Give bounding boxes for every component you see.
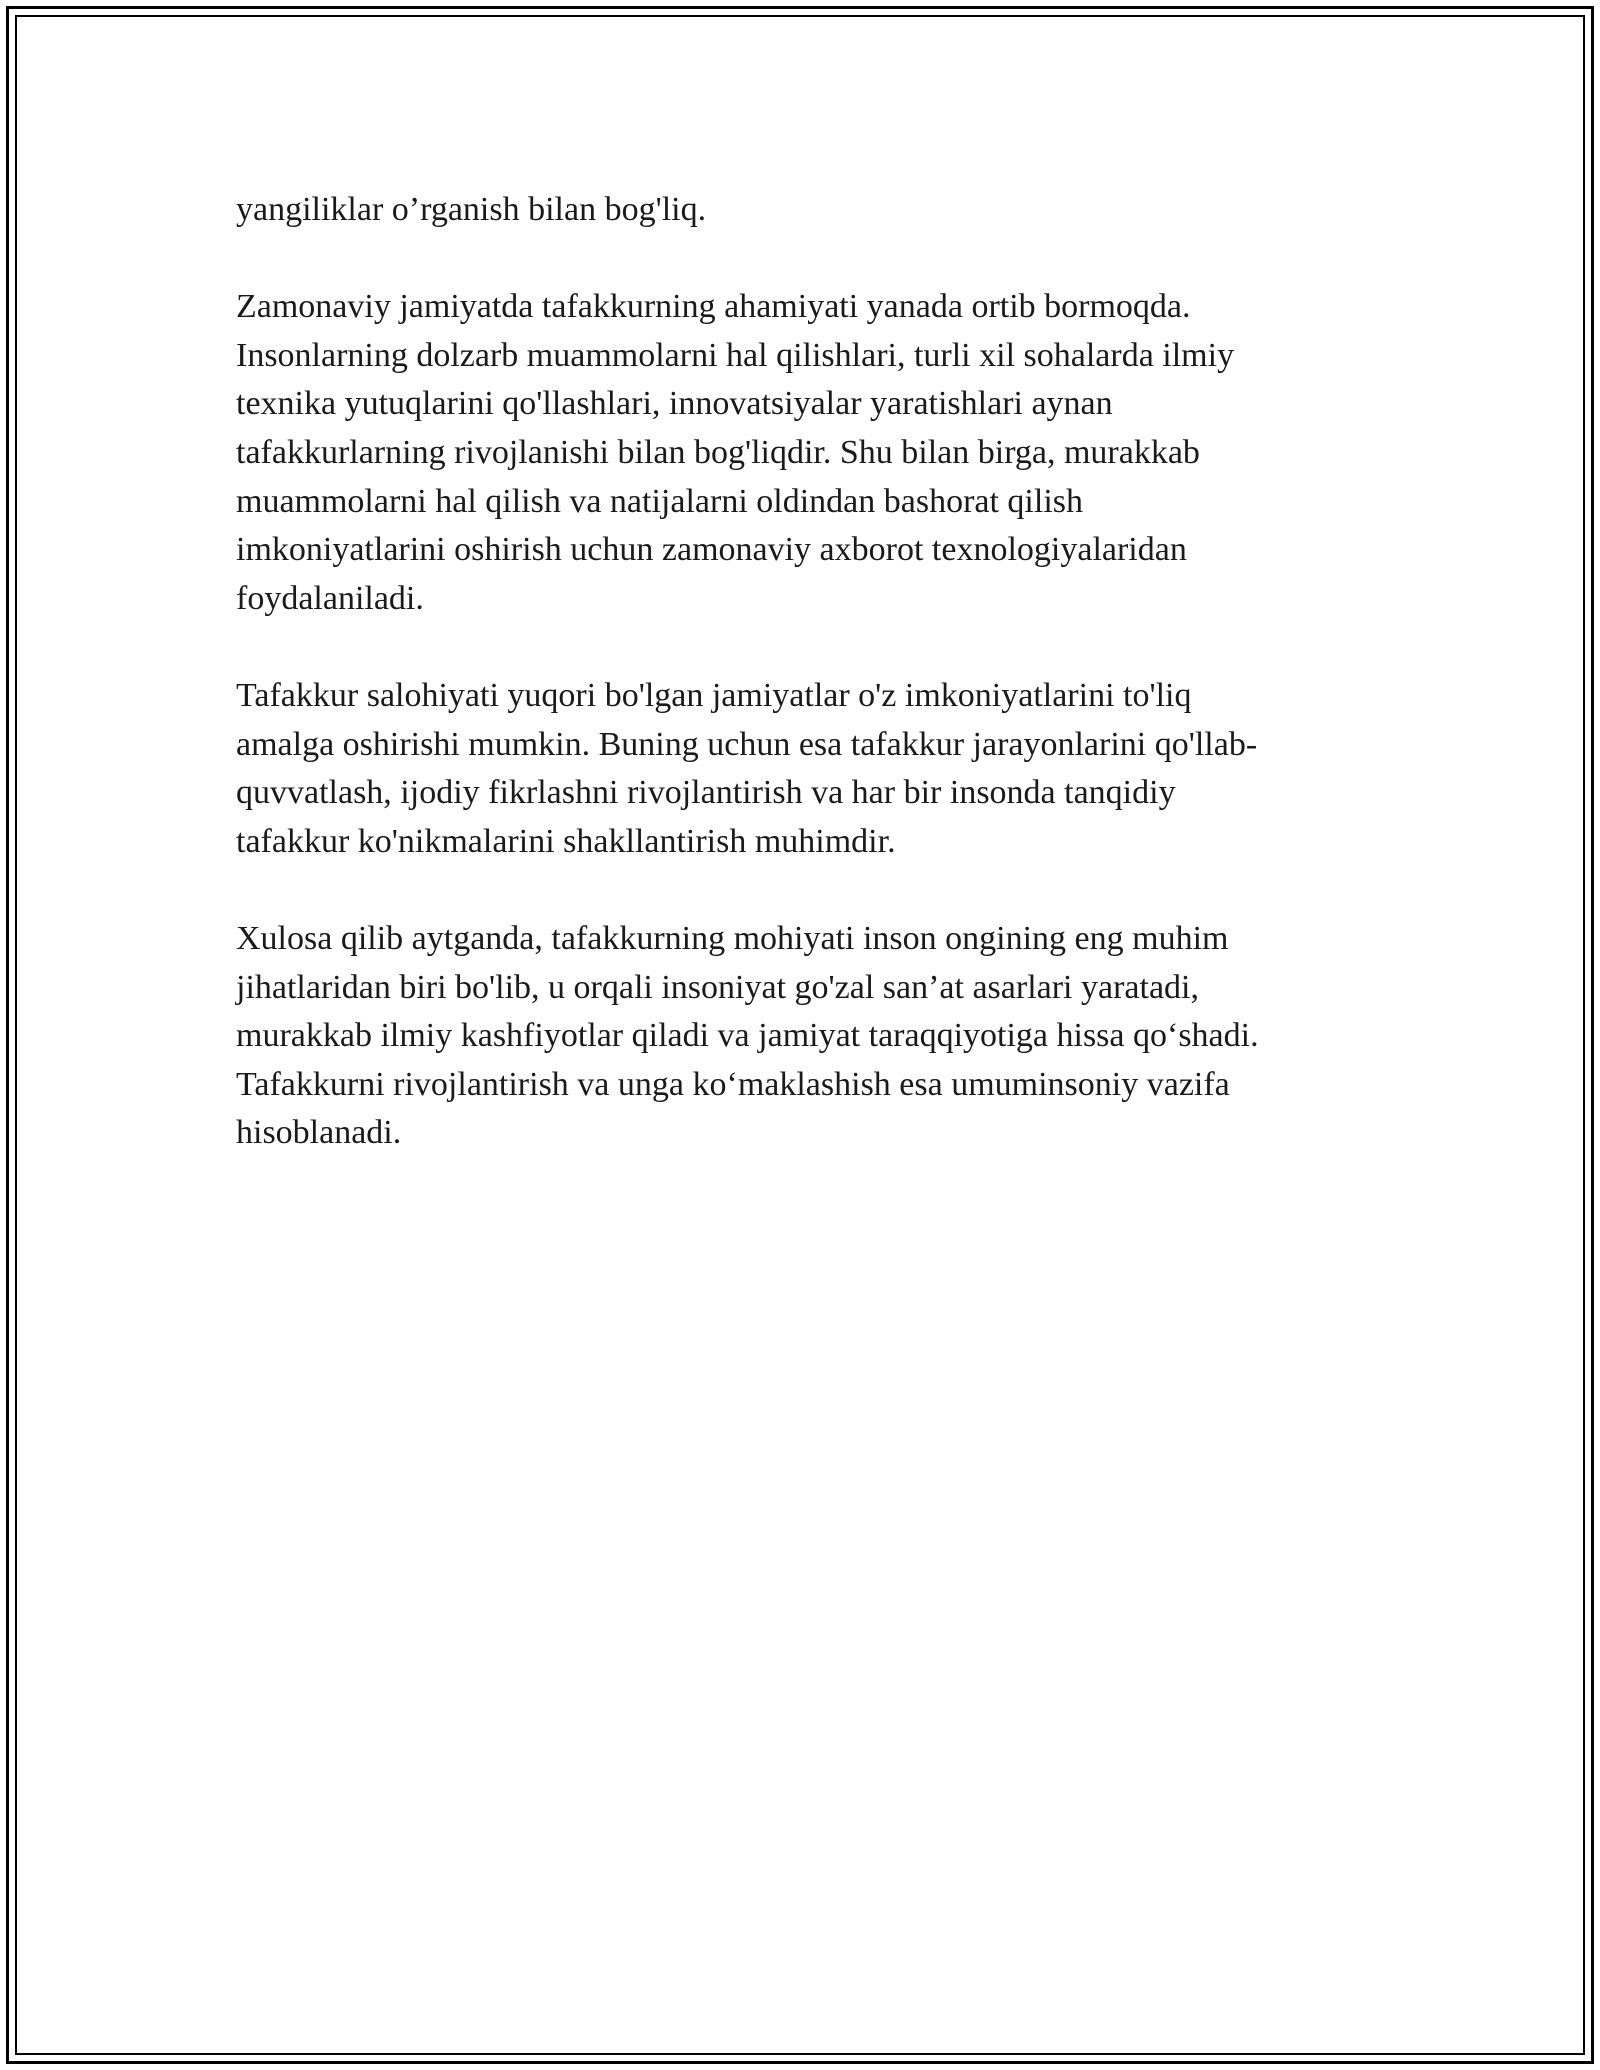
document-body [236, 186, 1376, 1206]
paragraph-1: yangiliklar o’rganish bilan bog'liq. [236, 191, 707, 228]
paragraph-4: Xulosa qilib aytganda, tafakkurning mohiyati inson ongining eng muhim jihatlaridan biri bo'lib, u orqali insoniyat go'zal san’at asarlari yaratadi, murakkab ilmiy kashfiyotlar qiladi va jamiyat taraqqiyotiga hissa qo‘shadi. Tafakkurni rivojlantirish va unga ko‘maklashish esa umuminsoniy vazifa hisoblanadi. [236, 919, 1259, 1152]
paragraph-3: Tafakkur salohiyati yuqori bo'lgan jamiyatlar o'z imkoniyatlarini to'liq amalga oshirishi mumkin. Buning uchun esa tafakkur jarayonlarini qo'llab- quvvatlash, ijodiy fikrlashni rivojlantirish va har bir insonda tanqidiy tafakkur ko'nikmalarini shakllantirish muhimdir. [236, 676, 1258, 860]
paragraph-2: Zamonaviy jamiyatda tafakkurning ahamiyati yanada ortib bormoqda. Insonlarning dolzarb muammolarni hal qilishlari, turli xil sohalarda ilmiy texnika yutuqlarini qo'llashlari, innovatsiyalar yaratishlari aynan tafakkurlarning rivojlanishi bilan bog'liqdir. Shu bilan birga, murakkab muammolarni hal qilish va natijalarni oldindan bashorat qilish imkoniyatlarini oshirish uchun zamonaviy axborot texnologiyalaridan foydalaniladi. [236, 288, 1235, 617]
